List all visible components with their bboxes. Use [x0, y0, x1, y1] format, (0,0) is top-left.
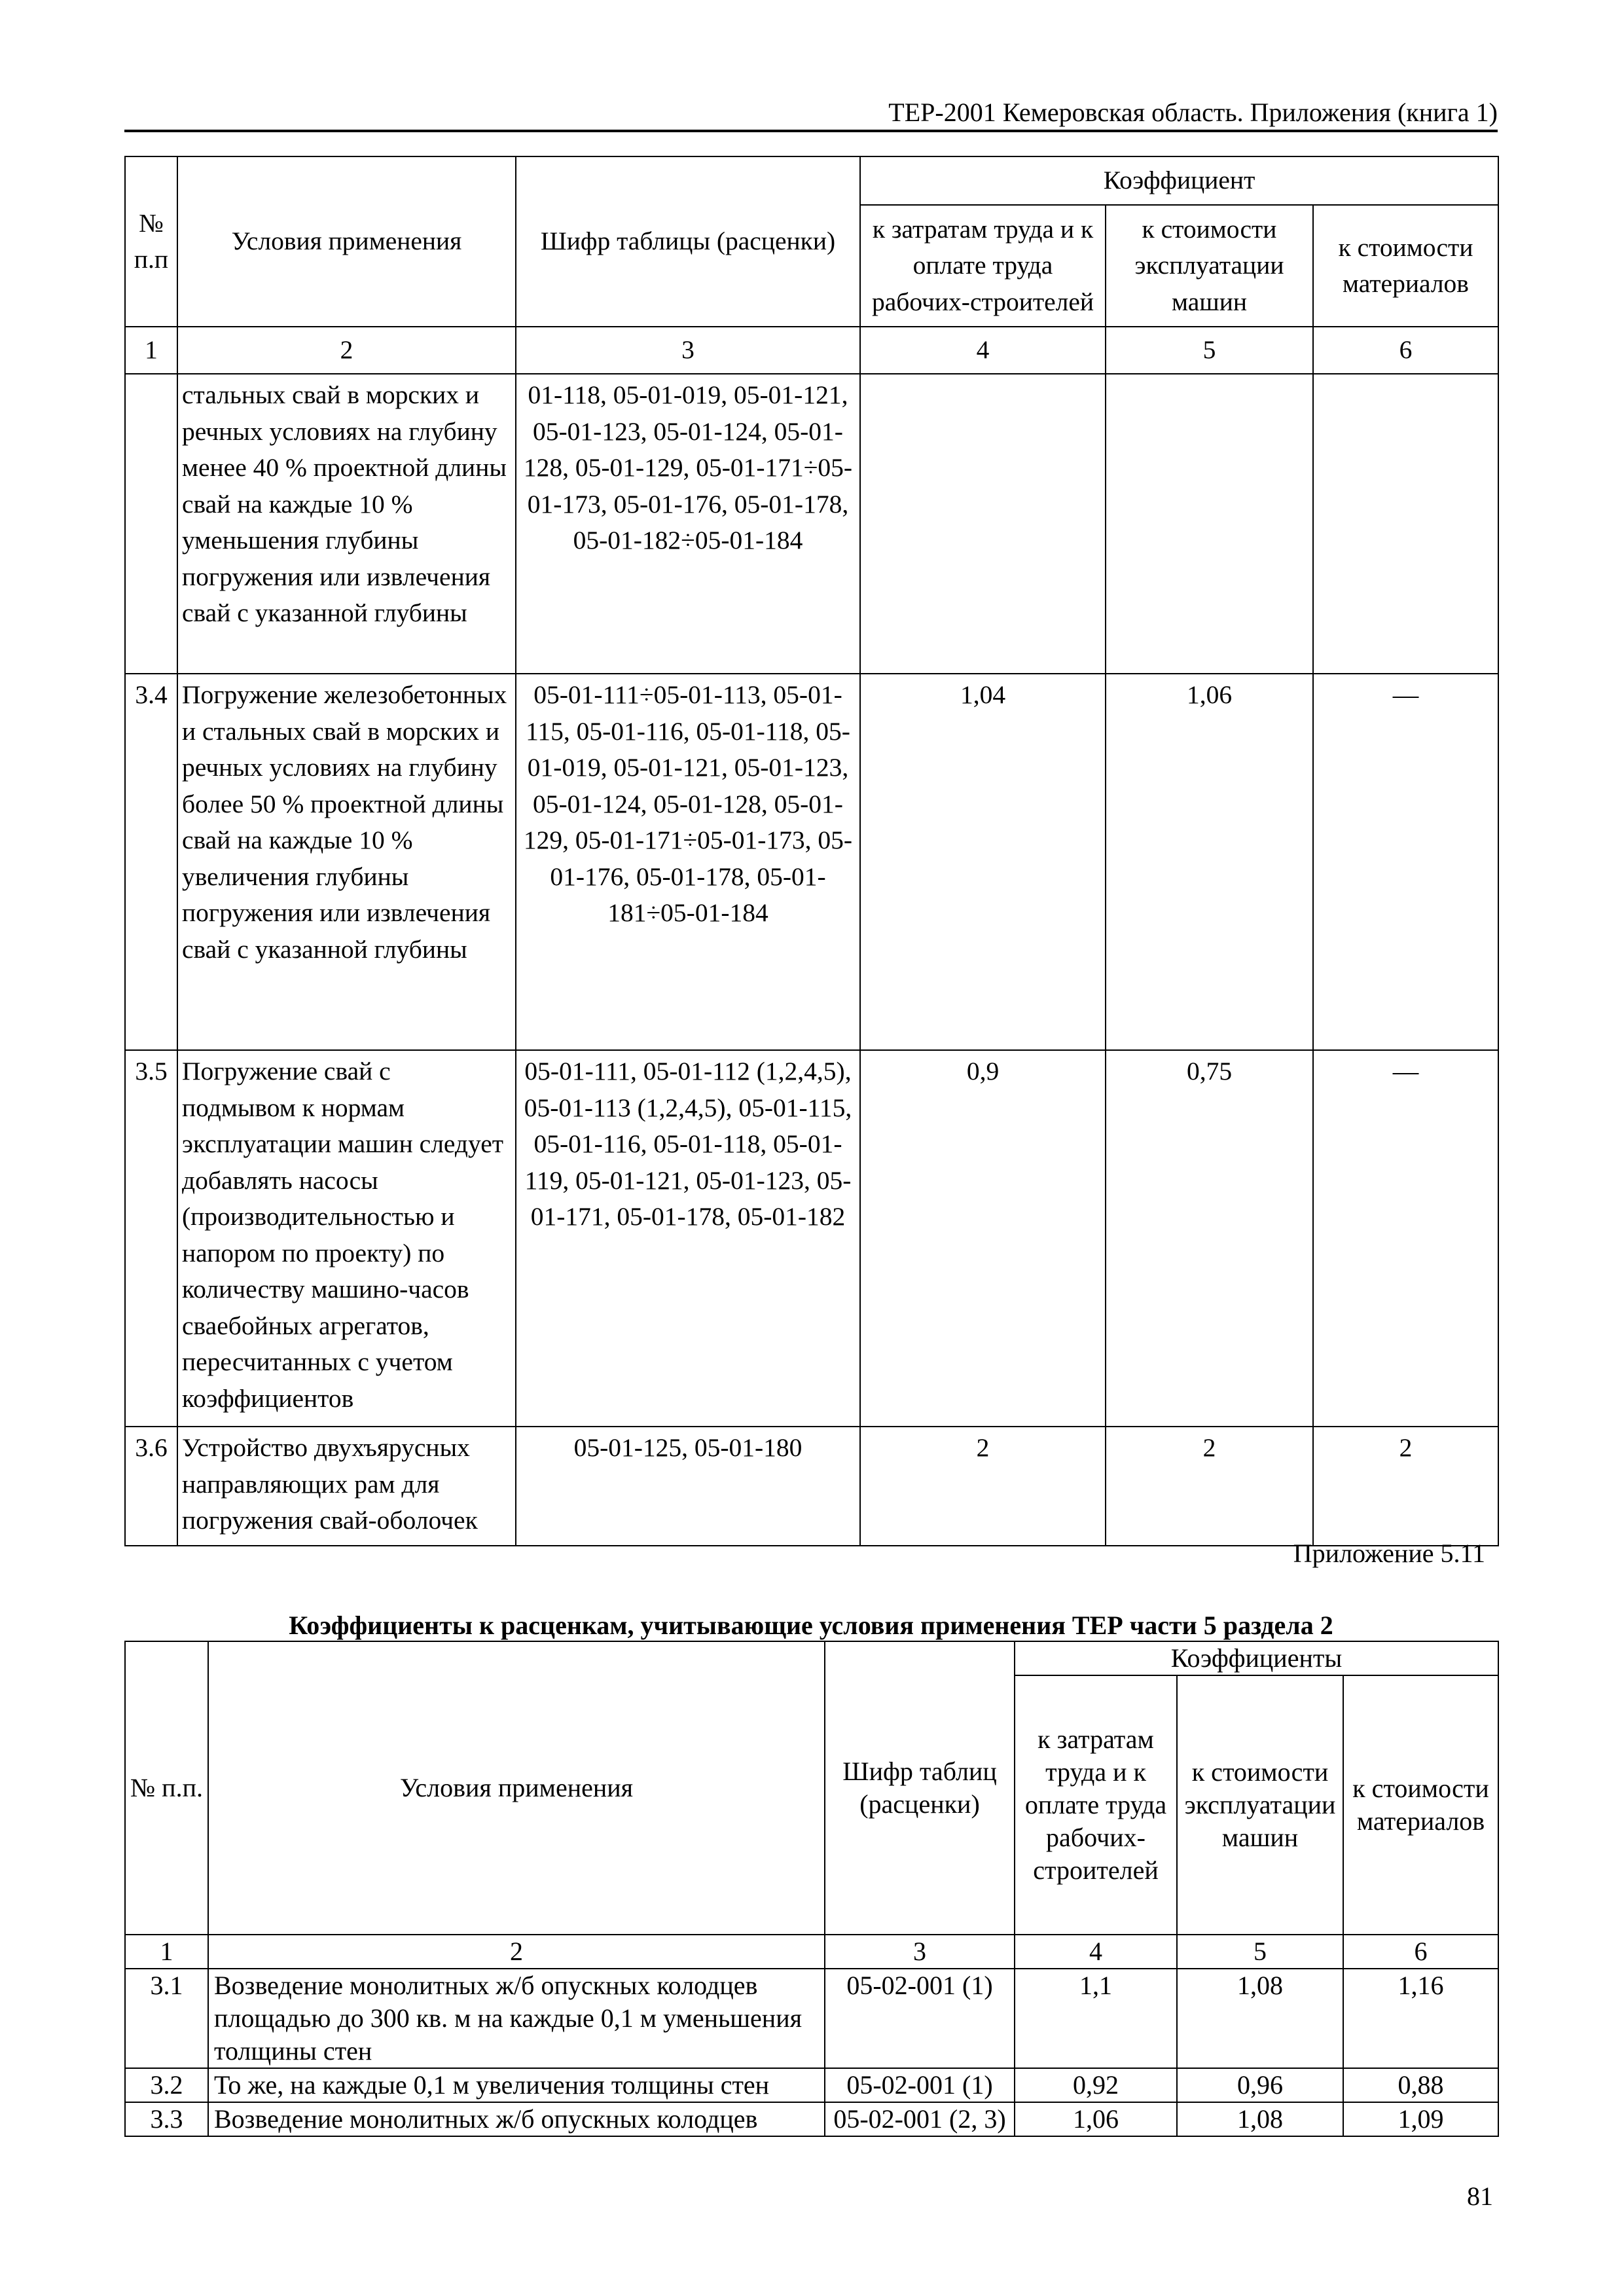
index-cell: 5 [1106, 327, 1313, 374]
row-machines: 1,06 [1106, 674, 1313, 1050]
row-num: 3.6 [125, 1427, 177, 1546]
row-num: 3.5 [125, 1050, 177, 1427]
row-machines: 1,08 [1177, 2102, 1343, 2136]
row-conditions: Устройство двухъярусных направляющих рам для погружения свай-оболочек [177, 1427, 516, 1546]
header-labor: к затратам труда и к оплате труда рабочих-строителей [860, 205, 1106, 327]
row-num [125, 374, 177, 674]
index-cell: 1 [125, 327, 177, 374]
row-materials: — [1313, 674, 1498, 1050]
header-conditions: Условия применения [208, 1641, 825, 1935]
row-conditions: стальных свай в морских и речных условиях на глубину менее 40 % проектной длины свай на каждые 10 % уменьшения глубины погружения или извлечения свай с указанной глубины [177, 374, 516, 674]
row-materials: — [1313, 1050, 1498, 1427]
row-machines [1106, 374, 1313, 674]
row-code: 05-01-125, 05-01-180 [516, 1427, 860, 1546]
row-num: 3.4 [125, 674, 177, 1050]
index-row [125, 1935, 1498, 1969]
index-cell: 6 [1343, 1935, 1498, 1969]
coefficients-table-1 [124, 156, 1499, 1546]
header-materials: к стоимости материалов [1313, 205, 1498, 327]
row-labor: 1,04 [860, 674, 1106, 1050]
table-row [125, 2068, 1498, 2102]
row-materials: 2 [1313, 1427, 1498, 1546]
table-row [125, 374, 1498, 674]
row-code: 05-02-001 (2, 3) [825, 2102, 1015, 2136]
row-labor [860, 374, 1106, 674]
table-row [125, 1969, 1498, 2068]
row-materials: 1,09 [1343, 2102, 1498, 2136]
row-conditions: Погружение железобетонных и стальных свай в морских и речных условиях на глубину более 50 % проектной длины свай на каждые 10 % увеличения глубины погружения или извлечения свай с указанной глубины [177, 674, 516, 1050]
header-coefficients: Коэффициенты [1015, 1641, 1498, 1675]
row-code: 05-02-001 (1) [825, 1969, 1015, 2068]
appendix-label: Приложение 5.11 [1293, 1539, 1485, 1568]
row-code: 01-118, 05-01-019, 05-01-121, 05-01-123, 05-01-124, 05-01-128, 05-01-129, 05-01-171÷05-01-173, 05-01-176, 05-01-178, 05-01-182÷05-01-184 [516, 374, 860, 674]
running-header: ТЕР-2001 Кемеровская область. Приложения (книга 1) [888, 98, 1498, 127]
header-machines: к стоимости эксплуатации машин [1106, 205, 1313, 327]
row-machines: 1,08 [1177, 1969, 1343, 2068]
row-labor: 2 [860, 1427, 1106, 1546]
header-machines: к стоимости эксплуатации машин [1177, 1675, 1343, 1935]
row-labor: 1,06 [1015, 2102, 1177, 2136]
index-cell: 4 [860, 327, 1106, 374]
row-labor: 0,92 [1015, 2068, 1177, 2102]
index-cell: 2 [177, 327, 516, 374]
index-cell: 1 [125, 1935, 208, 1969]
row-code: 05-02-001 (1) [825, 2068, 1015, 2102]
table-row [125, 1427, 1498, 1546]
row-conditions: Возведение монолитных ж/б опускных колодцев площадью до 300 кв. м на каждые 0,1 м уменьшения толщины стен [208, 1969, 825, 2068]
index-cell: 3 [825, 1935, 1015, 1969]
row-num: 3.1 [125, 1969, 208, 2068]
header-conditions: Условия применения [177, 156, 516, 327]
row-num: 3.2 [125, 2068, 208, 2102]
table2-title: Коэффициенты к расценкам, учитывающие условия применения ТЕР части 5 раздела 2 [289, 1611, 1333, 1640]
header-coefficient: Коэффициент [860, 156, 1498, 205]
header-num: № п.п. [125, 1641, 208, 1935]
header-code: Шифр таблицы (расценки) [516, 156, 860, 327]
header-labor: к затратам труда и к оплате труда рабочих-строителей [1015, 1675, 1177, 1935]
row-materials [1313, 374, 1498, 674]
index-cell: 2 [208, 1935, 825, 1969]
row-conditions: То же, на каждые 0,1 м увеличения толщины стен [208, 2068, 825, 2102]
row-materials: 0,88 [1343, 2068, 1498, 2102]
row-machines: 0,96 [1177, 2068, 1343, 2102]
index-row [125, 327, 1498, 374]
row-materials: 1,16 [1343, 1969, 1498, 2068]
coefficients-table-2 [124, 1641, 1499, 2137]
header-code: Шифр таблиц (расценки) [825, 1641, 1015, 1935]
index-cell: 4 [1015, 1935, 1177, 1969]
row-code: 05-01-111÷05-01-113, 05-01-115, 05-01-116, 05-01-118, 05-01-019, 05-01-121, 05-01-123, 05-01-124, 05-01-128, 05-01-129, 05-01-171÷05-01-173, 05-01-176, 05-01-178, 05-01-181÷05-01-184 [516, 674, 860, 1050]
row-code: 05-01-111, 05-01-112 (1,2,4,5), 05-01-113 (1,2,4,5), 05-01-115, 05-01-116, 05-01-118, 05-01-119, 05-01-121, 05-01-123, 05-01-171, 05-01-178, 05-01-182 [516, 1050, 860, 1427]
table-row [125, 1050, 1498, 1427]
index-cell: 3 [516, 327, 860, 374]
index-cell: 6 [1313, 327, 1498, 374]
row-machines: 0,75 [1106, 1050, 1313, 1427]
row-labor: 1,1 [1015, 1969, 1177, 2068]
row-conditions: Погружение свай с подмывом к нормам эксплуатации машин следует добавлять насосы (производительностью и напором по проекту) по количеству машино-часов сваебойных агрегатов, пересчитанных с учетом коэффициентов [177, 1050, 516, 1427]
table-row [125, 2102, 1498, 2136]
header-materials: к стоимости материалов [1343, 1675, 1498, 1935]
row-num: 3.3 [125, 2102, 208, 2136]
header-rule [124, 130, 1498, 132]
index-cell: 5 [1177, 1935, 1343, 1969]
header-num: № п.п [125, 156, 177, 327]
row-conditions: Возведение монолитных ж/б опускных колодцев [208, 2102, 825, 2136]
row-machines: 2 [1106, 1427, 1313, 1546]
table-row [125, 674, 1498, 1050]
page-number: 81 [1467, 2181, 1493, 2211]
row-labor: 0,9 [860, 1050, 1106, 1427]
